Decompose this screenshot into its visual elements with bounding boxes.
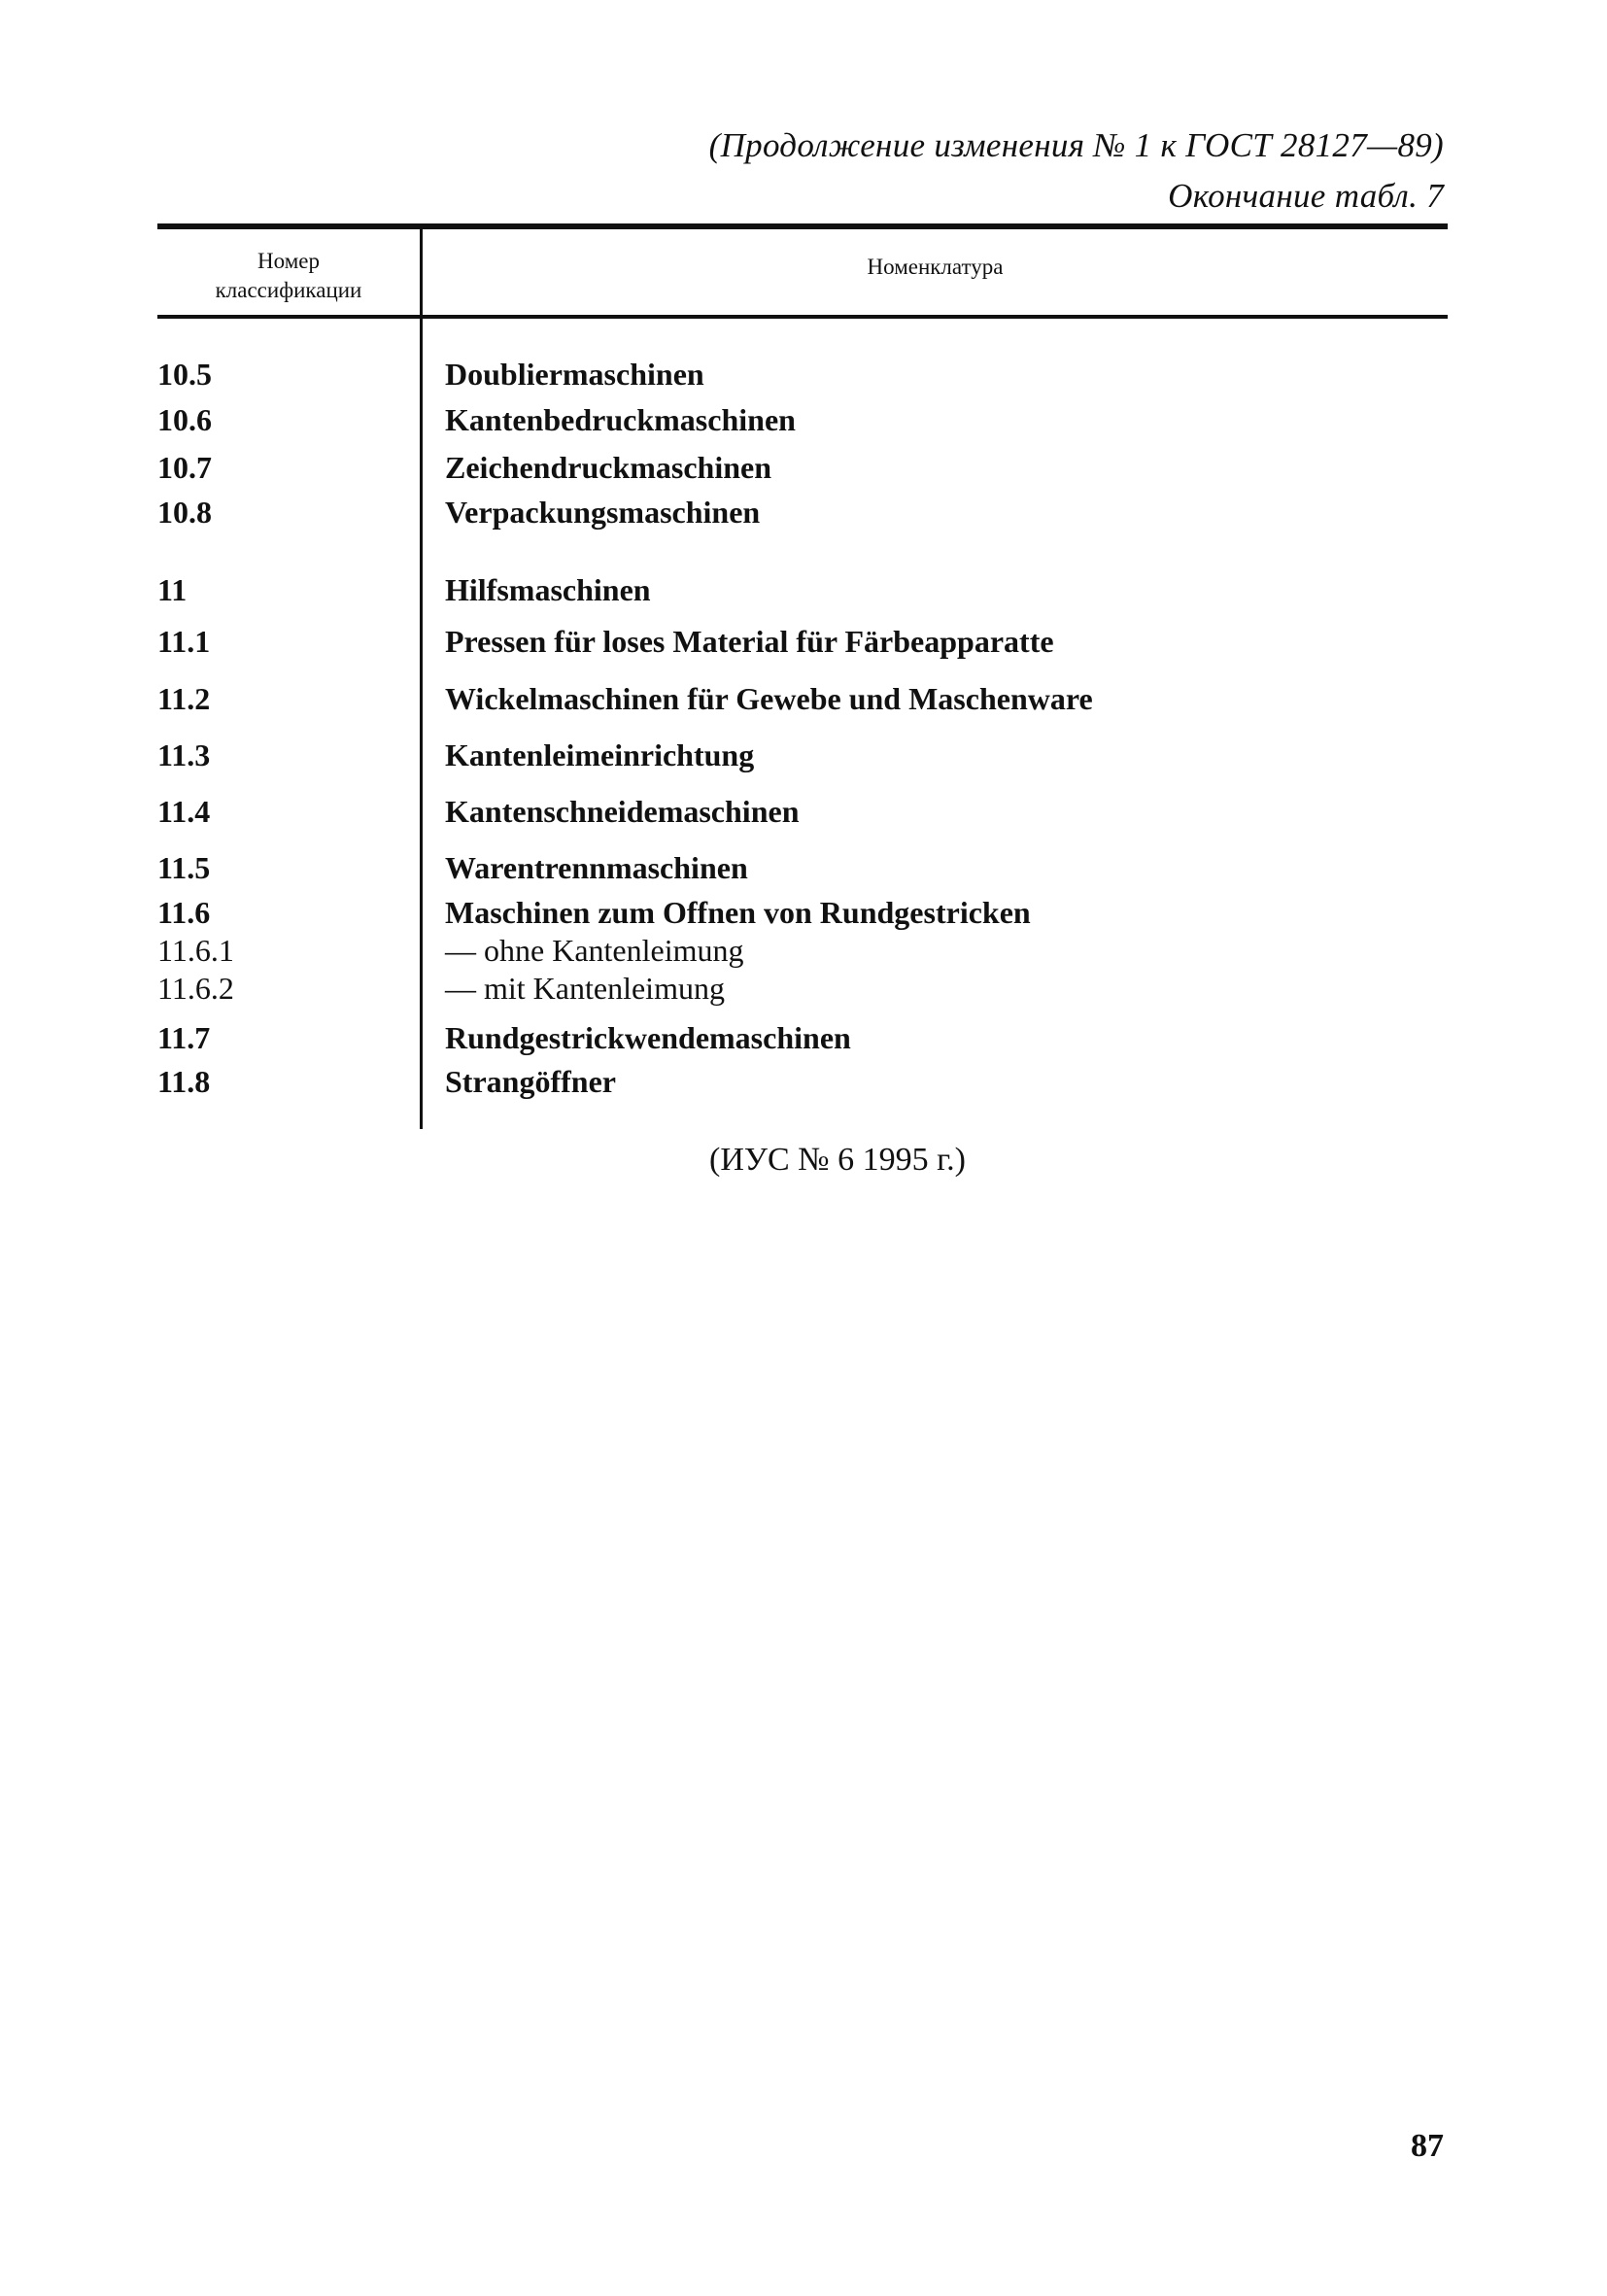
row-name: Kantenschneidemaschinen <box>445 794 800 829</box>
table-row <box>157 969 1448 1008</box>
table-row <box>157 792 1448 831</box>
row-number: 11 <box>157 572 188 607</box>
ius-footnote: (ИУС № 6 1995 г.) <box>709 1142 966 1178</box>
table-row <box>157 448 1448 487</box>
row-name: Zeichendruckmaschinen <box>445 450 772 485</box>
table-row <box>157 1062 1448 1101</box>
row-name: Verpackungsmaschinen <box>445 495 761 530</box>
row-number: 11.8 <box>157 1064 211 1099</box>
row-number: 11.2 <box>157 681 211 716</box>
row-name: Doubliermaschinen <box>445 357 704 392</box>
row-number: 10.6 <box>157 402 212 437</box>
row-number: 11.6.1 <box>157 933 234 968</box>
row-number: 10.8 <box>157 495 212 530</box>
row-name: Warentrennmaschinen <box>445 850 748 885</box>
table-header-rule <box>157 315 1448 319</box>
table-row <box>157 570 1448 609</box>
row-number: 11.3 <box>157 737 211 772</box>
table-row <box>157 848 1448 887</box>
header-table-end: Окончание табл. 7 <box>1168 177 1444 215</box>
row-name: — ohne Kantenleimung <box>445 933 744 968</box>
row-number: 10.7 <box>157 450 212 485</box>
table-row <box>157 1018 1448 1057</box>
column-header-nomenclature: Номенклатура <box>867 255 1004 279</box>
row-name: Strangöffner <box>445 1064 616 1099</box>
column-header-number-line2: классификации <box>215 278 362 302</box>
table-row <box>157 400 1448 439</box>
table-row <box>157 893 1448 932</box>
header-continuation: (Продолжение изменения № 1 к ГОСТ 28127—89) <box>708 126 1444 164</box>
table-row <box>157 493 1448 531</box>
column-header-number-line1: Номер <box>257 249 320 273</box>
row-name: Kantenbedruckmaschinen <box>445 402 796 437</box>
table-row <box>157 622 1448 661</box>
column-header-number <box>157 247 420 305</box>
row-name: — mit Kantenleimung <box>445 971 725 1006</box>
row-number: 11.5 <box>157 850 211 885</box>
row-name: Wickelmaschinen für Gewebe und Maschenware <box>445 681 1093 716</box>
table-row <box>157 355 1448 394</box>
row-name: Kantenleimeinrichtung <box>445 737 755 772</box>
table-row <box>157 931 1448 970</box>
classification-table <box>157 223 1448 1129</box>
row-number: 11.6 <box>157 895 211 930</box>
row-name: Maschinen zum Offnen von Rundgestricken <box>445 895 1031 930</box>
table-top-rule <box>157 223 1448 229</box>
row-name: Pressen für loses Material für Färbeapparatte <box>445 624 1054 659</box>
row-name: Hilfsmaschinen <box>445 572 651 607</box>
row-name: Rundgestrickwendemaschinen <box>445 1020 851 1055</box>
page-number: 87 <box>1411 2128 1444 2164</box>
row-number: 11.6.2 <box>157 971 234 1006</box>
row-number: 11.7 <box>157 1020 211 1055</box>
row-number: 11.4 <box>157 794 211 829</box>
table-row <box>157 736 1448 774</box>
table-row <box>157 679 1448 718</box>
row-number: 11.1 <box>157 624 211 659</box>
row-number: 10.5 <box>157 357 212 392</box>
